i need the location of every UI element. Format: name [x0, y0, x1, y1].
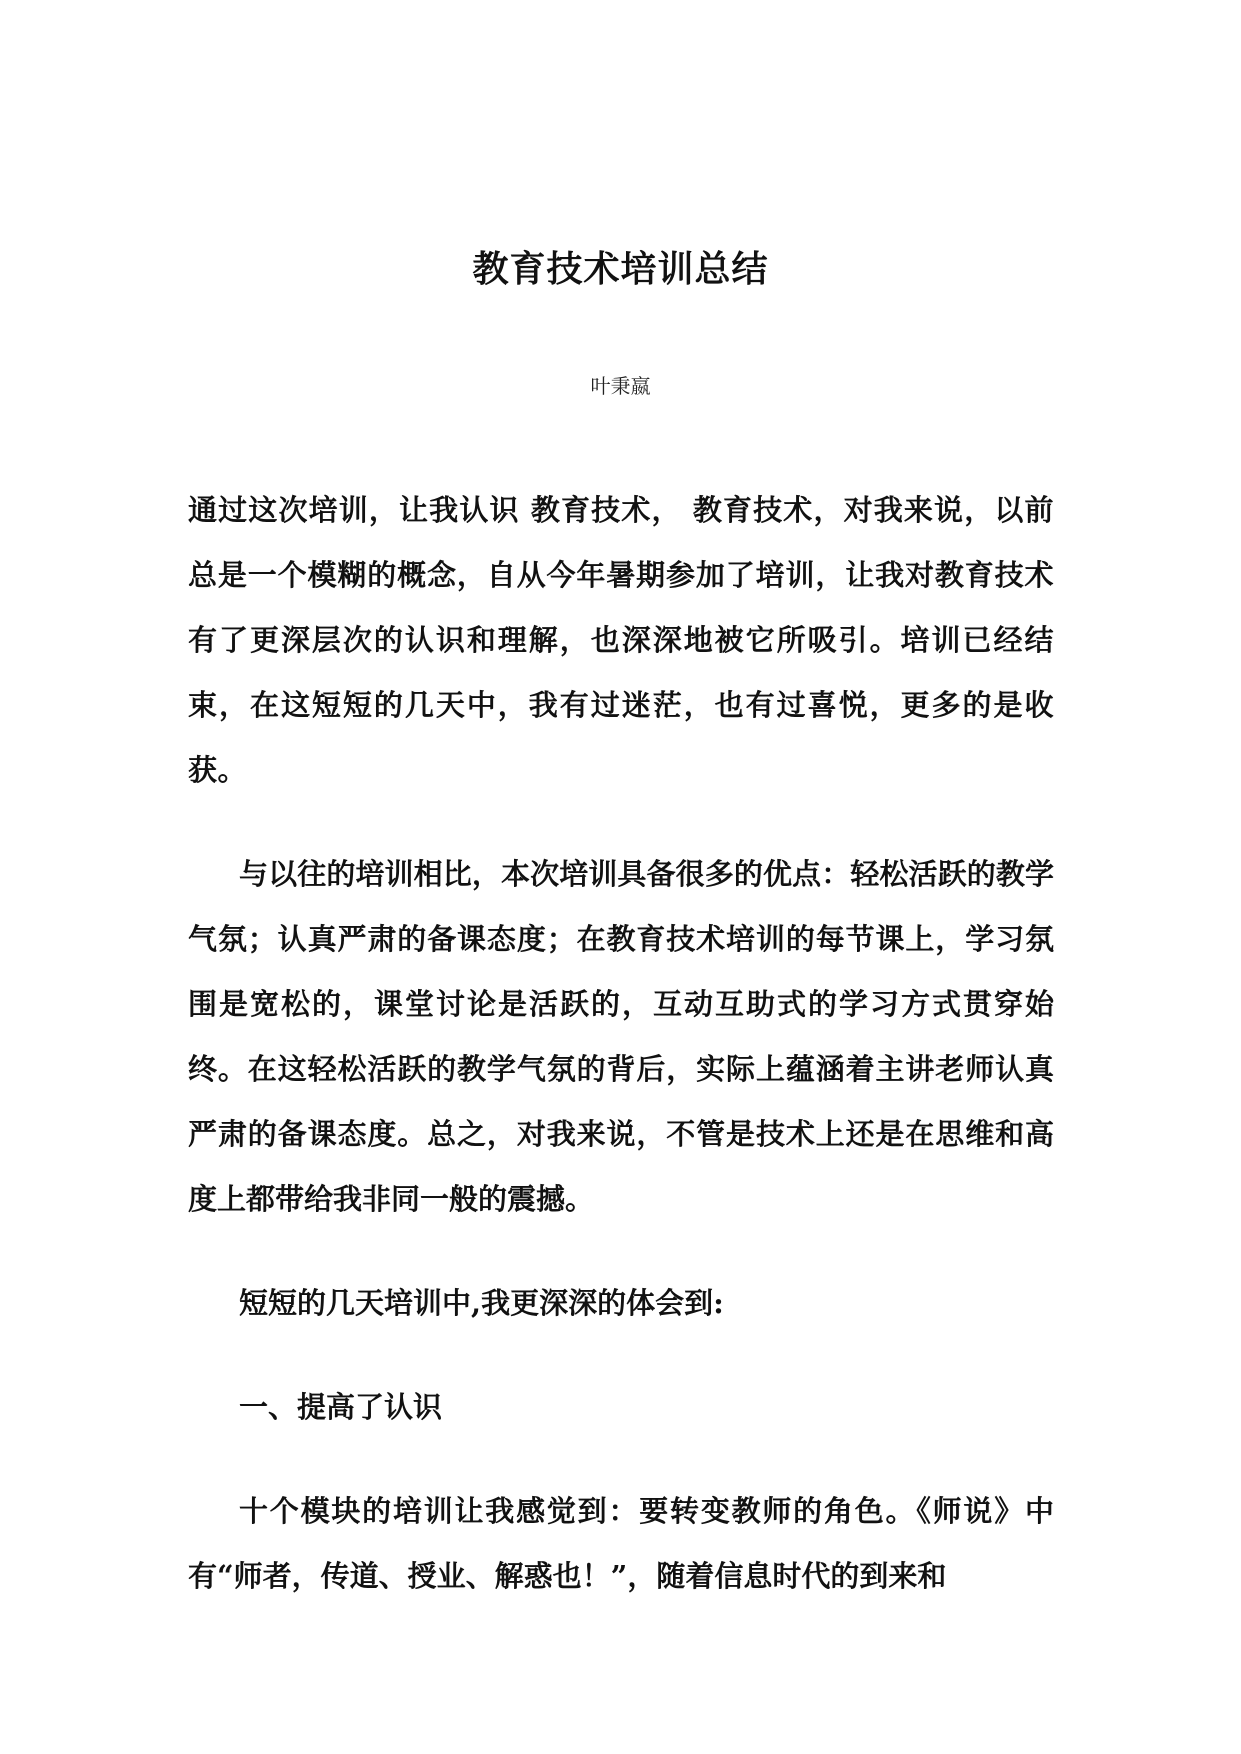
document-author: 叶秉嬴	[590, 374, 651, 398]
document-body	[188, 478, 1054, 1648]
paragraph-advantages: 与以往的培训相比，本次培训具备很多的优点：轻松活跃的教学气氛；认真严肃的备课态度；在教育技术培训的每节课上，学习氛围是宽松的，课堂讨论是活跃的，互动互助式的学习方式贯穿始终。在这轻松活跃的教学气氛的背后，实际上蕴涵着主讲老师认真严肃的备课态度。总之，对我来说，不管是技术上还是在思维和高度上都带给我非同一般的震撼。	[188, 857, 1054, 1216]
paragraph-experience: 短短的几天培训中,我更深深的体会到:	[239, 1286, 724, 1320]
section-heading-1: 一、提高了认识	[239, 1390, 443, 1424]
paragraph-intro: 通过这次培训，让我认识 教育技术， 教育技术，对我来说，以前总是一个模糊的概念，自从今年暑期参加了培训，让我对教育技术有了更深层次的认识和理解，也深深地被它所吸引。培训已经结束，在这短短的几天中，我有过迷茫，也有过喜悦，更多的是收获。	[188, 493, 1054, 787]
paragraph-role-change: 十个模块的培训让我感觉到：要转变教师的角色。《师说》中有“师者，传道、授业、解惑也！”，随着信息时代的到来和	[188, 1494, 1054, 1593]
document-title: 教育技术培训总结	[472, 248, 769, 290]
